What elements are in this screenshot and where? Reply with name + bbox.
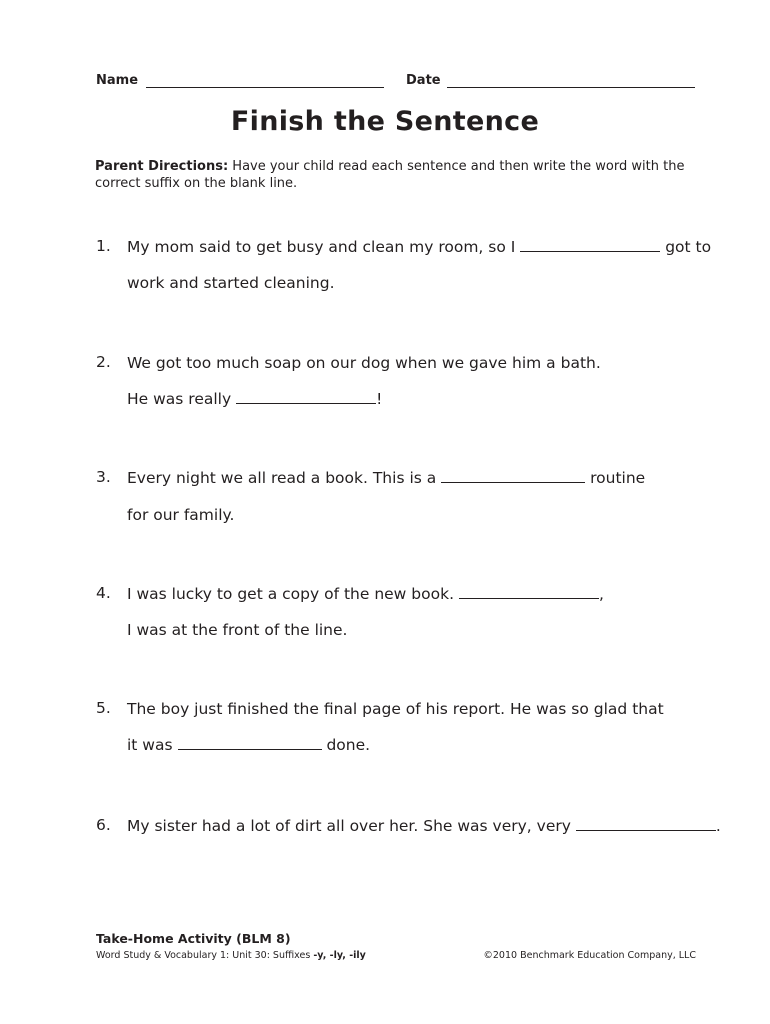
question-1-line-1 bbox=[127, 237, 711, 257]
question-4-line-1 bbox=[127, 584, 604, 604]
date-label: Date bbox=[406, 73, 441, 88]
question-2-text-before: He was really bbox=[127, 390, 232, 408]
parent-directions bbox=[95, 158, 695, 192]
question-6-number: 6. bbox=[96, 816, 111, 834]
question-2-blank[interactable] bbox=[236, 389, 376, 404]
question-1-text-before: My mom said to get busy and clean my room, so I bbox=[127, 238, 516, 256]
question-6-text-after: . bbox=[715, 817, 721, 835]
page-title: Finish the Sentence bbox=[230, 106, 540, 137]
question-5-number: 5. bbox=[96, 699, 111, 717]
footer-course-prefix: Word Study & Vocabulary 1: Unit 30: Suffixes bbox=[96, 950, 314, 961]
question-4-line-2: I was at the front of the line. bbox=[127, 621, 348, 639]
question-2-text-after: ! bbox=[376, 390, 383, 408]
question-5-blank[interactable] bbox=[178, 735, 322, 750]
question-2-line-1: We got too much soap on our dog when we gave him a bath. bbox=[127, 354, 601, 372]
directions-text: Have your child read each sentence and then write the word with the correct suffix on the blank line. bbox=[95, 159, 685, 191]
question-3-number: 3. bbox=[96, 468, 111, 486]
question-3-text-after: routine bbox=[590, 469, 646, 487]
name-label: Name bbox=[96, 73, 139, 88]
name-field[interactable] bbox=[146, 87, 384, 88]
question-6-text-before: My sister had a lot of dirt all over her. She was very, very bbox=[127, 817, 571, 835]
question-2-number: 2. bbox=[96, 353, 111, 371]
question-1-number: 1. bbox=[96, 237, 111, 255]
question-5-line-2 bbox=[127, 735, 370, 755]
question-1-text-after: got to bbox=[665, 238, 712, 256]
footer-course-suffixes: -y, -ly, -ily bbox=[313, 950, 366, 961]
question-5-text-before: it was bbox=[127, 736, 173, 754]
directions-label: Parent Directions: bbox=[95, 159, 229, 174]
question-3-text-before: Every night we all read a book. This is a bbox=[127, 469, 437, 487]
question-4-text-before: I was lucky to get a copy of the new book. bbox=[127, 585, 454, 603]
question-3-line-2: for our family. bbox=[127, 506, 235, 524]
question-3-line-1 bbox=[127, 468, 645, 488]
question-4-number: 4. bbox=[96, 584, 111, 602]
footer-activity-title: Take-Home Activity (BLM 8) bbox=[96, 931, 291, 946]
date-field[interactable] bbox=[447, 87, 695, 88]
footer-copyright: ©2010 Benchmark Education Company, LLC bbox=[483, 950, 696, 961]
question-4-blank[interactable] bbox=[459, 584, 599, 599]
question-2-line-2 bbox=[127, 389, 382, 409]
question-6-line-1 bbox=[127, 816, 721, 836]
question-5-text-after: done. bbox=[326, 736, 371, 754]
question-5-line-1: The boy just finished the final page of his report. He was so glad that bbox=[127, 700, 664, 718]
footer-course-info bbox=[96, 950, 366, 961]
question-3-blank[interactable] bbox=[441, 468, 585, 483]
question-4-text-after: , bbox=[598, 585, 604, 603]
question-1-blank[interactable] bbox=[520, 237, 660, 252]
question-6-blank[interactable] bbox=[576, 816, 716, 831]
question-1-line-2: work and started cleaning. bbox=[127, 274, 335, 292]
